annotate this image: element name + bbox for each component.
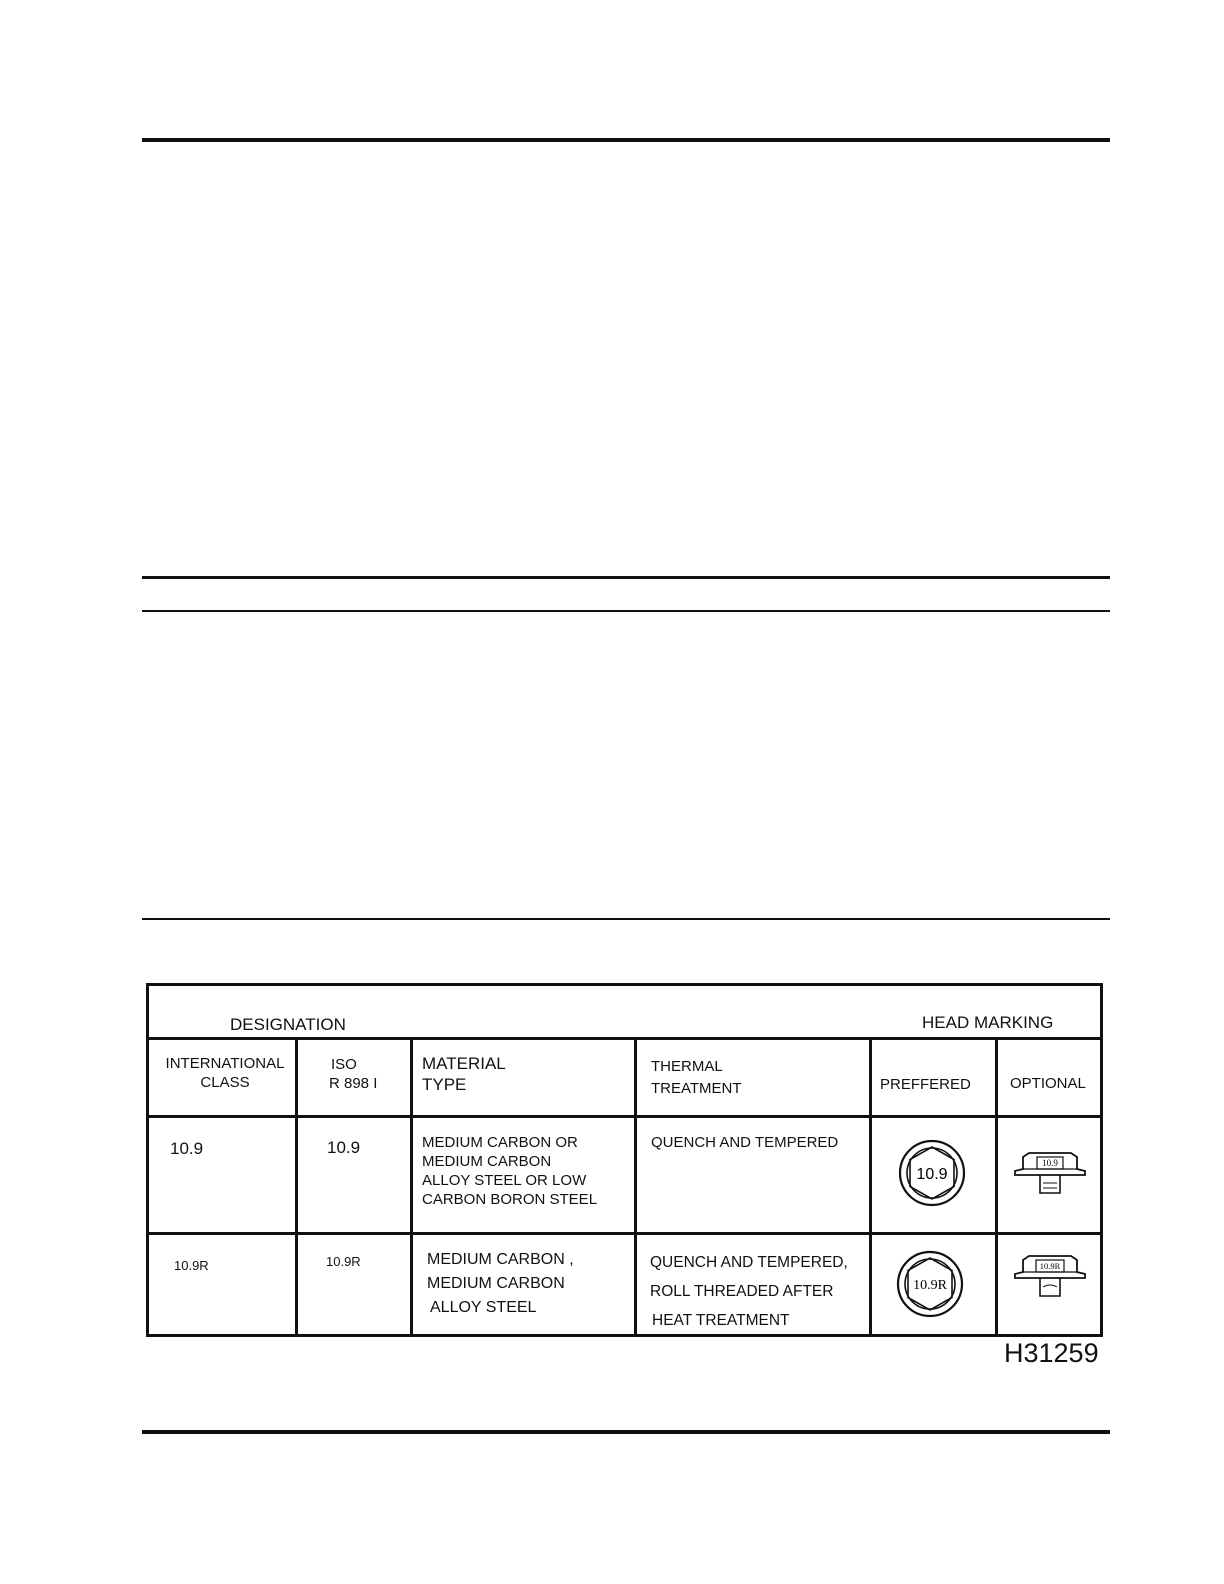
row1-preferred-marking: 10.9 [916,1166,948,1183]
table-row-divider-1 [149,1115,1100,1118]
row2-thermal: QUENCH AND TEMPERED, ROLL THREADED AFTER HEAT TREATMENT [650,1254,848,1329]
row1-iso: 10.9 [327,1138,361,1157]
header-preferred: PREFFERED [880,1076,971,1093]
col-divider-4 [869,1037,872,1334]
header-optional: OPTIONAL [1010,1075,1086,1092]
table-row-divider-2 [149,1232,1100,1235]
row1-material: MEDIUM CARBON OR MEDIUM CARBON ALLOY STEEL OR LOW CARBON BORON STEEL [422,1134,598,1208]
head-marking-label: HEAD MARKING [922,1013,1054,1032]
section-rule-upper [142,576,1110,579]
row1-thermal: QUENCH AND TEMPERED [651,1134,839,1151]
row2-preferred-marking: 10.9R [913,1278,947,1293]
hex-bolt-head-top-icon [895,1249,965,1319]
bolt-grade-table [146,983,1103,1337]
row2-optional-marking: 10.9R [1039,1261,1061,1271]
table-header-divider [149,1037,1100,1040]
header-international-class: INTERNATIONAL CLASS [165,1055,285,1091]
flange-bolt-side-icon [1011,1149,1089,1197]
row2-iso: 10.9R [326,1254,361,1269]
col-divider-1 [295,1037,298,1334]
figure-id: H31259 [1004,1338,1099,1368]
header-iso: ISO R 898 I [329,1056,378,1092]
flange-bolt-side-icon [1011,1252,1089,1300]
col-divider-2 [410,1037,413,1334]
row1-international-class: 10.9 [170,1139,204,1158]
row1-optional-marking: 10.9 [1042,1158,1058,1168]
section-rule-figure [142,918,1110,920]
row2-material: MEDIUM CARBON , MEDIUM CARBON ALLOY STEEL [427,1251,574,1316]
designation-label: DESIGNATION [230,1015,346,1034]
top-rule [142,138,1110,142]
section-rule-lower [142,610,1110,612]
header-material-type: MATERIAL TYPE [422,1054,506,1094]
col-divider-3 [634,1037,637,1334]
col-divider-5 [995,1037,998,1334]
row2-international-class: 10.9R [174,1258,209,1273]
hex-bolt-head-top-icon [897,1138,967,1208]
bottom-rule [142,1430,1110,1434]
header-thermal-treatment: THERMAL TREATMENT [651,1058,742,1097]
